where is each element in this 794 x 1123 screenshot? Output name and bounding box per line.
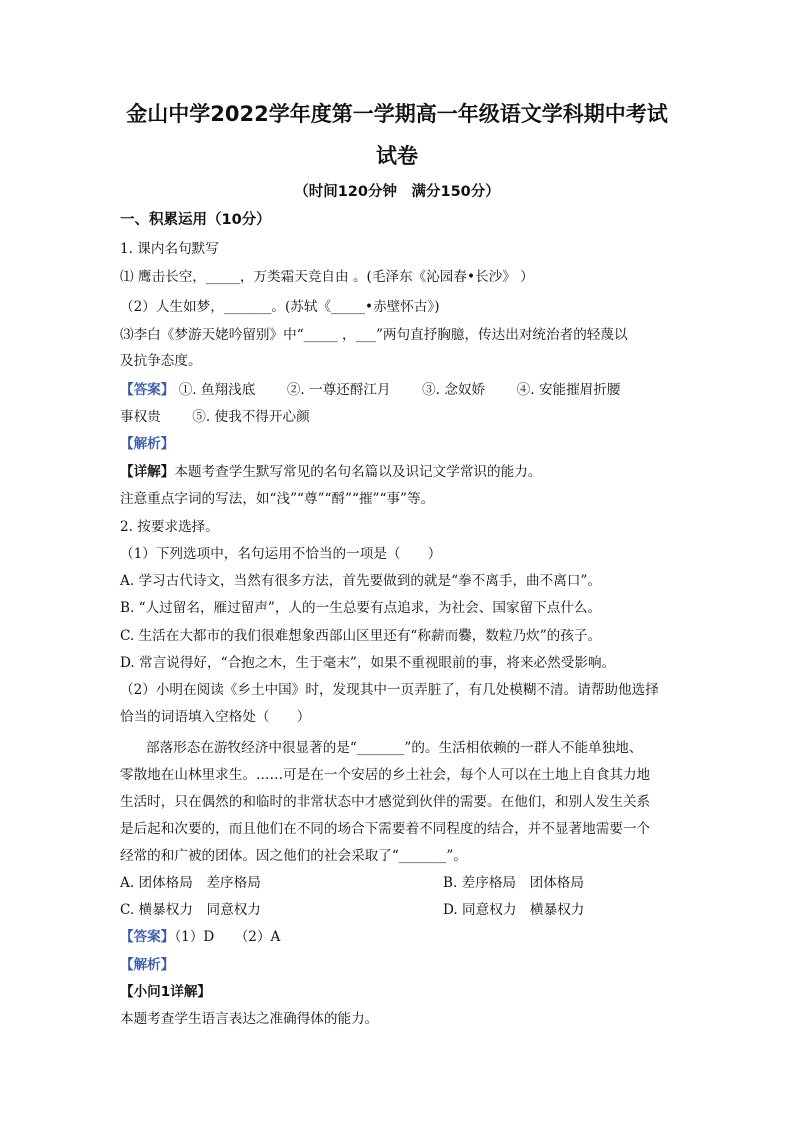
q1-answer-tag: 【答案】 xyxy=(120,382,175,398)
passage-line2: 零散地在山林里求生。……可是在一个安居的乡土社会，每个人可以在土地上自食其力地 xyxy=(120,767,651,783)
q1-note: 注意重点字词的写法，如“浅”“尊”“酹”“摧”“事”等。 xyxy=(120,491,435,507)
q2-option-a: A. 学习古代诗文，当然有很多方法，首先要做到的就是“拳不离手，曲不离口”。 xyxy=(120,573,601,589)
q2-analysis-tag: 【解析】 xyxy=(120,957,175,973)
q1-item1: ⑴ 鹰击长空，_____，万类霜天竞自由 。(毛泽东《沁园春•长沙》 ） xyxy=(120,269,534,285)
q2-option-b: B. “人过留名，雁过留声”，人的一生总要有点追求，为社会、国家留下点什么。 xyxy=(120,600,602,616)
q1-detail-text: 本题考查学生默写常见的名句名篇以及识记文学常识的能力。 xyxy=(174,464,542,480)
q1-detail-tag: 【详解】 xyxy=(120,464,175,480)
q2-answer xyxy=(120,928,280,946)
section-heading: 一、积累运用（10分） xyxy=(120,212,271,228)
q1-detail xyxy=(120,463,541,481)
q2-sub2-line1: （2）小明在阅读《乡土中国》时，发现其中一页弄脏了，有几处模糊不清。请帮助他选择 xyxy=(120,682,659,698)
q1-answer-line1 xyxy=(120,381,620,399)
q1-analysis-tag: 【解析】 xyxy=(120,436,175,452)
passage-line4: 是后起和次要的，而且他们在不同的场合下需要着不同程度的结合，并不显著地需要一个 xyxy=(120,821,651,837)
q1-answer-text: ①. 鱼翔浅底 ②. 一尊还酹江月 ③. 念奴娇 ④. 安能摧眉折腰 xyxy=(174,382,621,398)
q2-choice-c: C. 横暴权力 同意权力 xyxy=(120,902,261,918)
q2-option-c: C. 生活在大都市的我们很难想象西部山区里还有“称薪而爨，数粒乃炊”的孩子。 xyxy=(120,628,602,644)
q2-sub1: （1）下列选项中，名句运用不恰当的一项是（ ） xyxy=(120,546,442,562)
q2-sub2-line2: 恰当的词语填入空格处（ ） xyxy=(120,709,311,725)
exam-subtitle: （时间120分钟 满分150分） xyxy=(294,184,500,200)
q2-choice-d: D. 同意权力 横暴权力 xyxy=(443,902,585,918)
q2-subq-text: 本题考查学生语言表达之准确得体的能力。 xyxy=(120,1011,379,1027)
q1-item3-line1: ⑶李白《梦游天姥吟留别》中“_____ ，___”两句直抒胸臆，传达出对统治者的轻蔑以 xyxy=(120,327,628,343)
q1-answer-line2: 事权贵 ⑤. 使我不得开心颜 xyxy=(120,409,310,425)
exam-title-line2: 试卷 xyxy=(376,144,418,168)
passage-line1: 部落形态在游牧经济中很显著的是“_______”的。生活相依赖的一群人不能单独地、 xyxy=(146,740,643,756)
exam-title-line1: 金山中学2022学年度第一学期高一年级语文学科期中考试 xyxy=(126,102,668,126)
q1-item2: （2）人生如梦，_______。(苏轼《_____•赤壁怀古》) xyxy=(120,299,440,315)
q2-subq-tag: 【小问1详解】 xyxy=(120,984,212,1000)
q2-choice-b: B. 差序格局 团体格局 xyxy=(443,875,584,891)
q2-option-d: D. 常言说得好，“合抱之木，生于毫末”，如果不重视眼前的事，将来必然受影响。 xyxy=(120,655,616,671)
q1-label: 1. 课内名句默写 xyxy=(120,241,219,257)
passage-line5: 经常的和广被的团体。因之他们的社会采取了“_______”。 xyxy=(120,848,467,864)
q2-choice-a: A. 团体格局 差序格局 xyxy=(120,875,261,891)
q2-answer-text: （1）D （2）A xyxy=(174,929,281,945)
q1-item3-line2: 及抗争态度。 xyxy=(120,353,202,369)
q2-label: 2. 按要求选择。 xyxy=(120,519,219,535)
q2-answer-tag: 【答案】 xyxy=(120,929,175,945)
passage-line3: 生活时，只在偶然的和临时的非常状态中才感觉到伙伴的需要。在他们，和别人发生关系 xyxy=(120,794,651,810)
